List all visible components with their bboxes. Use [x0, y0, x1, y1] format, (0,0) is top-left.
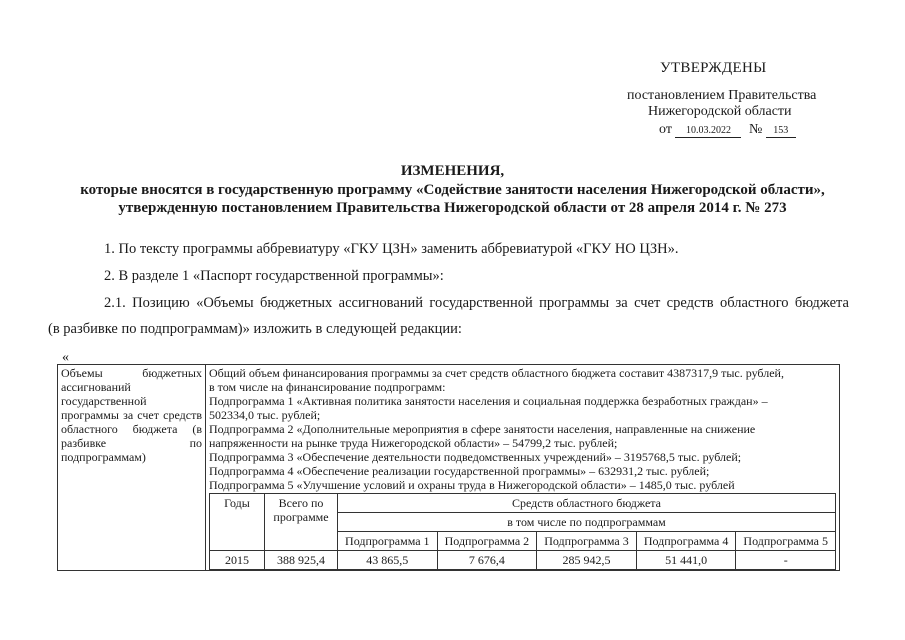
budget-description-cell — [206, 365, 840, 571]
approval-date: 10.03.2022 — [675, 125, 741, 138]
table-row — [210, 551, 836, 570]
header-total: Всего по программе — [265, 494, 338, 551]
date-prefix: от — [659, 122, 672, 137]
description-line: 502334,0 тыс. рублей; — [209, 408, 321, 422]
description-line: Подпрограмма 1 «Активная политика занятости населения и социальная поддержка безработных граждан» – — [209, 394, 768, 408]
approval-number: 153 — [766, 125, 796, 138]
header-subprogram-4: Подпрограмма 4 — [636, 532, 736, 551]
row-year: 2015 — [210, 551, 265, 570]
row-subprogram-4: 51 441,0 — [636, 551, 736, 570]
description-line: напряженности на рынке труда Нижегородской области» – 54799,2 тыс. рублей; — [209, 436, 618, 450]
approval-title: УТВЕРЖДЕНЫ — [660, 60, 767, 76]
header-years: Годы — [210, 494, 265, 551]
description-line: Подпрограмма 3 «Обеспечение деятельности подведомственных учреждений» – 3195768,5 тыс. рублей; — [209, 450, 742, 464]
paragraph-2-1-line-2: (в разбивке по подпрограммам)» изложить в следующей редакции: — [48, 321, 462, 337]
header-source: Средств областного бюджета — [338, 494, 836, 513]
paragraph-1: 1. По тексту программы аббревиатуру «ГКУ ЦЗН» заменить аббревиатурой «ГКУ НО ЦЗН». — [104, 241, 679, 257]
document-subtitle-line-1: которые вносятся в государственную программу «Содействие занятости населения Нижегородской области», — [80, 182, 825, 198]
description-line: Общий объем финансирования программы за счет средств областного бюджета составит 4387317,9 тыс. рублей, — [209, 366, 784, 380]
document-subtitle-line-2: утвержденную постановлением Правительства Нижегородской области от 28 апреля 2014 г. № 273 — [118, 200, 787, 216]
paragraph-2: 2. В разделе 1 «Паспорт государственной программы»: — [104, 268, 444, 284]
approval-line-2: Нижегородской области — [648, 104, 792, 119]
funding-breakdown-table — [209, 493, 836, 570]
row-subprogram-1: 43 865,5 — [338, 551, 438, 570]
document-title: ИЗМЕНЕНИЯ, — [400, 163, 505, 179]
row-subprogram-2: 7 676,4 — [437, 551, 537, 570]
opening-quote: « — [62, 350, 69, 365]
description-line: Подпрограмма 4 «Обеспечение реализации государственной программы» – 632931,2 тыс. рублей; — [209, 464, 710, 478]
description-line: в том числе на финансирование подпрограмм: — [209, 380, 446, 394]
row-subprogram-5: - — [736, 551, 836, 570]
header-subprogram-3: Подпрограмма 3 — [537, 532, 637, 551]
header-including: в том числе по подпрограммам — [338, 513, 836, 532]
row-subprogram-3: 285 942,5 — [537, 551, 637, 570]
budget-table — [57, 364, 840, 571]
approval-date-row — [659, 122, 796, 138]
budget-position-label: Объемы бюджетных ассигнований государственной программы за счет средств областного бюджета (в разбивке по подпрограммам) — [58, 365, 206, 571]
approval-line-1: постановлением Правительства — [627, 88, 817, 103]
paragraph-2-1-line-1: 2.1. Позицию «Объемы бюджетных ассигнований государственной программы за счет средств областного бюджета — [104, 295, 849, 311]
row-total: 388 925,4 — [265, 551, 338, 570]
header-subprogram-5: Подпрограмма 5 — [736, 532, 836, 551]
number-prefix: № — [748, 122, 763, 137]
header-subprogram-1: Подпрограмма 1 — [338, 532, 438, 551]
description-line: Подпрограмма 2 «Дополнительные мероприятия в сфере занятости населения, направленные на снижение — [209, 422, 756, 436]
header-subprogram-2: Подпрограмма 2 — [437, 532, 537, 551]
description-line: Подпрограмма 5 «Улучшение условий и охраны труда в Нижегородской области» – 1485,0 тыс. рублей — [209, 478, 735, 492]
